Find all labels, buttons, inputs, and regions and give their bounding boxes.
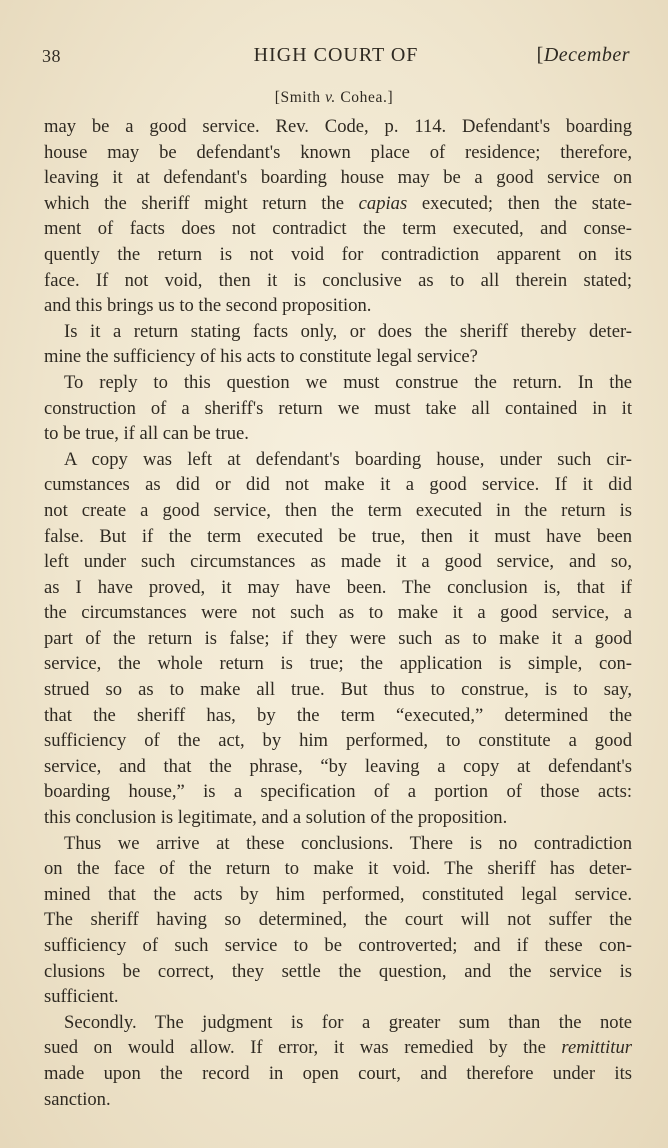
- text-line: service, the whole return is true; the application is simple, con-: [44, 653, 632, 675]
- text-line: made upon the record in open court, and therefore under its: [44, 1062, 632, 1084]
- text-line: sufficiency of such service to be controverted; and if these con-: [44, 935, 632, 956]
- case-name-plaintiff: [Smith: [274, 89, 326, 106]
- text-line: not create a good service, then the term executed in the return is: [44, 499, 632, 521]
- text-line: ment of facts does not contradict the term executed, and conse-: [44, 218, 632, 240]
- text-line: sufficient.: [44, 986, 119, 1008]
- text-line: may be a good service. Rev. Code, p. 114. Defendant's boarding: [44, 116, 632, 137]
- text-line: cumstances as did or did not make it a good service. If it did: [44, 474, 632, 496]
- month-label: [537, 44, 630, 67]
- month-name: December: [543, 44, 630, 66]
- text-line: to be true, if all can be true.: [44, 423, 249, 445]
- text-line: boarding house,” is a specification of a portion of those acts:: [44, 781, 632, 803]
- text-line: and this brings us to the second proposition.: [44, 295, 372, 317]
- text-line: sanction.: [44, 1088, 111, 1110]
- text-line: Thus we arrive at these conclusions. There is no contradiction: [64, 832, 632, 854]
- text-line: mined that the acts by him performed, constituted legal service.: [44, 883, 632, 905]
- text-line: quently the return is not void for contradiction apparent on its: [44, 243, 632, 265]
- page-number: 38: [42, 46, 61, 66]
- text-line: face. If not void, then it is conclusive as to all therein stated;: [44, 269, 632, 291]
- text-line: The sheriff having so determined, the court will not suffer the: [44, 909, 632, 931]
- body-text: [44, 114, 632, 1112]
- case-name: [0, 89, 668, 107]
- text-line: Is it a return stating facts only, or does the sheriff thereby deter-: [64, 320, 632, 342]
- text-line: house may be defendant's known place of residence; therefore,: [44, 141, 632, 163]
- text-line: strued so as to make all true. But thus to construe, is to say,: [44, 679, 632, 701]
- text-line: part of the return is false; if they were such as to make it a good: [44, 627, 632, 649]
- case-name-defendant: Cohea.]: [335, 89, 394, 106]
- month-bracket: [: [536, 44, 544, 66]
- text-line: Secondly. The judgment is for a greater sum than the note: [64, 1011, 632, 1033]
- text-line: which the sheriff might return the capias executed; then the state-: [44, 192, 632, 214]
- text-line: as I have proved, it may have been. The conclusion is, that if: [44, 576, 632, 598]
- text-line: mine the sufficiency of his acts to constitute legal service?: [44, 346, 478, 368]
- text-line: A copy was left at defendant's boarding house, under such cir-: [64, 448, 632, 470]
- text-line: sued on would allow. If error, it was remedied by the remittitur: [44, 1037, 632, 1059]
- text-line: service, and that the phrase, “by leaving a copy at defendant's: [44, 755, 632, 777]
- text-line: clusions be correct, they settle the question, and the service is: [44, 960, 632, 982]
- running-head: [42, 44, 630, 74]
- italic-term: remittitur: [561, 1037, 632, 1059]
- case-name-versus: v.: [325, 89, 336, 106]
- court-title: HIGH COURT OF: [253, 44, 419, 66]
- text-line: false. But if the term executed be true, then it must have been: [44, 525, 632, 547]
- italic-term: capias: [358, 192, 408, 214]
- text-line: that the sheriff has, by the term “executed,” determined the: [44, 704, 632, 726]
- text-line: the circumstances were not such as to make it a good service, a: [44, 602, 632, 624]
- text-line: on the face of the return to make it void. The sheriff has deter-: [44, 858, 632, 880]
- text-line: leaving it at defendant's boarding house may be a good service on: [44, 167, 632, 189]
- text-line: this conclusion is legitimate, and a solution of the proposition.: [44, 807, 508, 829]
- text-line: To reply to this question we must construe the return. In the: [64, 371, 632, 393]
- text-line: left under such circumstances as made it a good service, and so,: [44, 551, 632, 573]
- text-line: construction of a sheriff's return we must take all contained in it: [44, 397, 632, 419]
- text-line: sufficiency of the act, by him performed, to constitute a good: [44, 730, 632, 752]
